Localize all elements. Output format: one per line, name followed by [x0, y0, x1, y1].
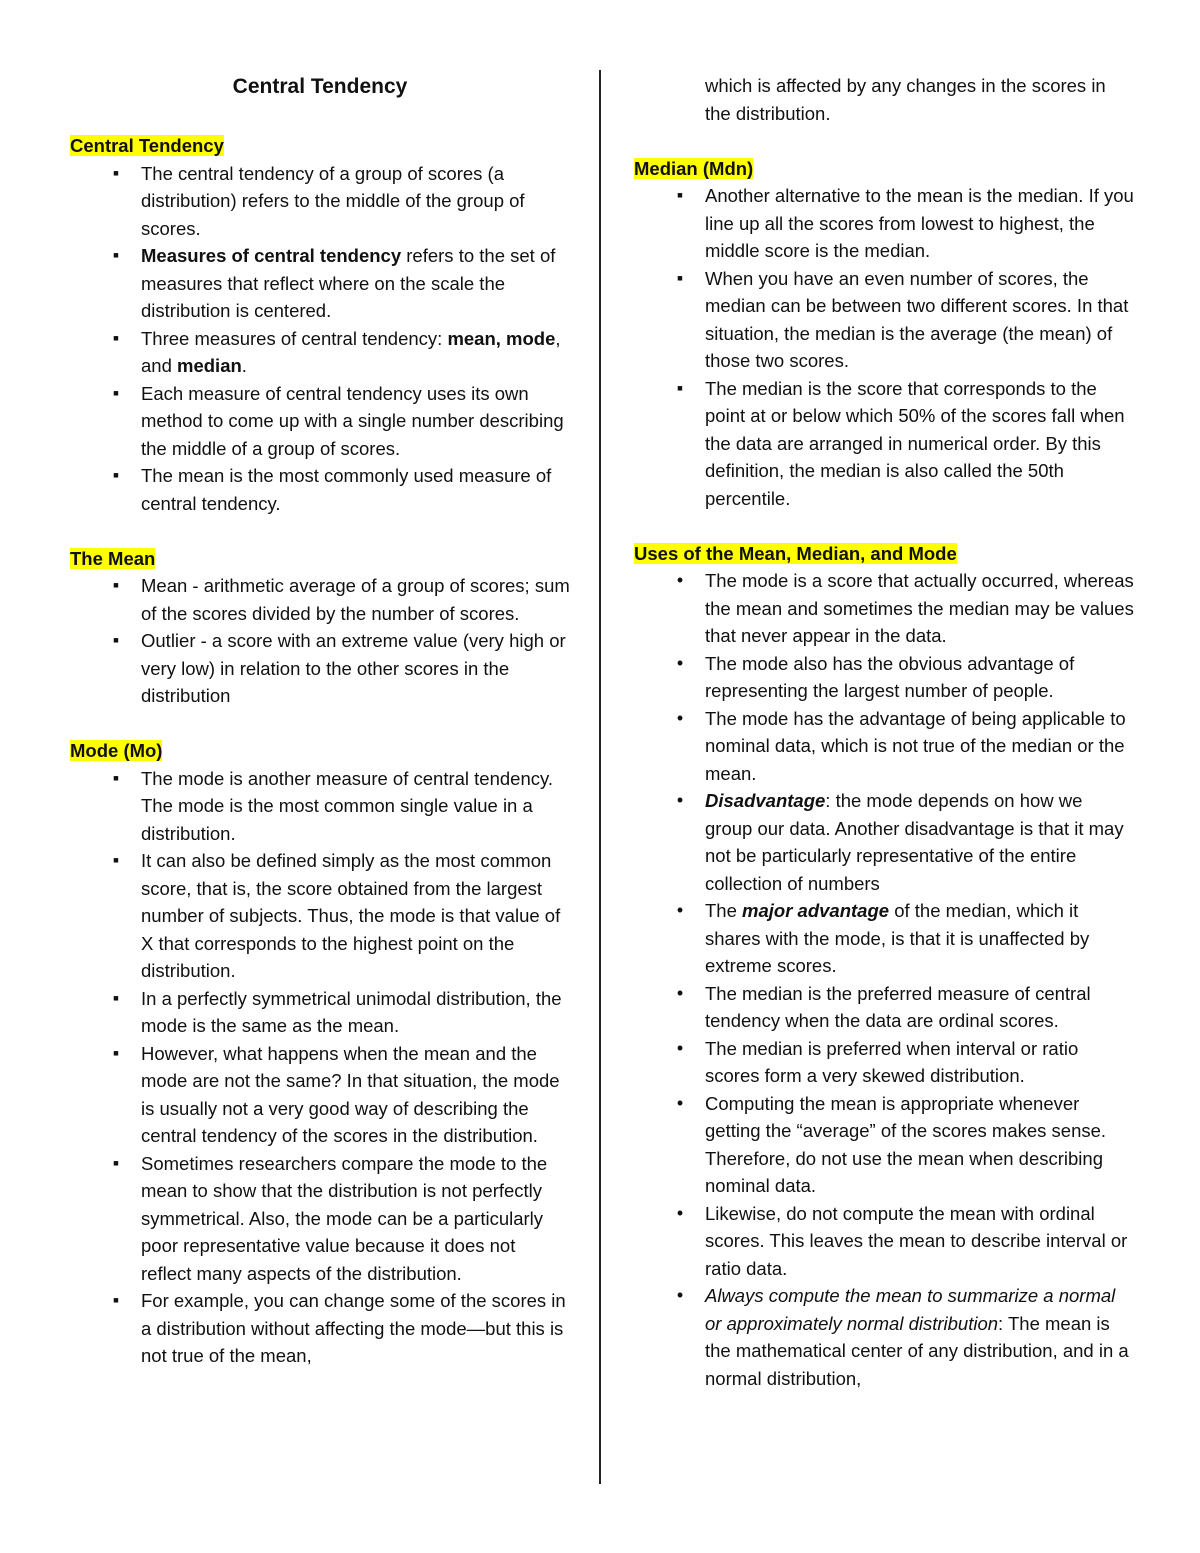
list-item: ▪ The mode is another measure of central tendency. The mode is the most common single value in a distribution. — [70, 765, 570, 848]
round-bullet-icon — [670, 980, 690, 1009]
list-item: • The major advantage of the median, which it shares with the mode, is that it is unaffected by extreme scores. — [634, 897, 1134, 980]
square-bullet-icon — [106, 1150, 126, 1179]
list-item: ▪ Mean - arithmetic average of a group of scores; sum of the scores divided by the number of scores. — [70, 572, 570, 627]
list-item: • Disadvantage: the mode depends on how we group our data. Another disadvantage is that it may not be particularly representative of the entire collection of numbers — [634, 787, 1134, 897]
list-item: • The median is preferred when interval or ratio scores form a very skewed distribution. — [634, 1035, 1134, 1090]
list-item: • The mode is a score that actually occurred, whereas the mean and sometimes the median may be values that never appear in the data. — [634, 567, 1134, 650]
list-item: • Computing the mean is appropriate whenever getting the “average” of the scores makes sense. Therefore, do not use the mean when describing nominal data. — [634, 1090, 1134, 1200]
round-bullet-icon — [670, 787, 690, 816]
the-mean-list — [70, 572, 570, 710]
square-bullet-icon — [106, 462, 126, 491]
round-bullet-icon — [670, 650, 690, 679]
list-item: ▪ In a perfectly symmetrical unimodal distribution, the mode is the same as the mean. — [70, 985, 570, 1040]
round-bullet-icon — [670, 1090, 690, 1119]
list-item: ▪ Each measure of central tendency uses its own method to come up with a single number describing the middle of a group of scores. — [70, 380, 570, 463]
continued-text: which is affected by any changes in the scores in the distribution. — [705, 75, 1106, 124]
round-bullet-icon — [670, 1035, 690, 1064]
list-item: ▪ It can also be defined simply as the most common score, that is, the score obtained from the largest number of subjects. Thus, the mode is that value of X that corresponds to the highest point on the distribution. — [70, 847, 570, 985]
list-item: ▪ Sometimes researchers compare the mode to the mean to show that the distribution is not perfectly symmetrical. Also, the mode can be a particularly poor representative value because it does not reflect many aspects of the distribution. — [70, 1150, 570, 1288]
round-bullet-icon — [670, 1200, 690, 1229]
list-item: ▪ For example, you can change some of the scores in a distribution without affecting the mode—but this is not true of the mean, — [70, 1287, 570, 1370]
section-heading-the-mean: The Mean — [70, 547, 156, 569]
square-bullet-icon — [106, 160, 126, 189]
list-item: • The median is the preferred measure of central tendency when the data are ordinal scores. — [634, 980, 1134, 1035]
page-title: Central Tendency — [232, 75, 408, 98]
list-item: ▪ When you have an even number of scores, the median can be between two different scores. In that situation, the median is the average (the mean) of those two scores. — [634, 265, 1134, 375]
list-item: • Always compute the mean to summarize a normal or approximately normal distribution: The mean is the mathematical center of any distribution, and in a normal distribution, — [634, 1282, 1134, 1392]
round-bullet-icon — [670, 1282, 690, 1311]
square-bullet-icon — [106, 242, 126, 271]
list-item: ▪ Another alternative to the mean is the median. If you line up all the scores from lowest to highest, the middle score is the median. — [634, 182, 1134, 265]
round-bullet-icon — [670, 705, 690, 734]
list-item: • The mode also has the obvious advantage of representing the largest number of people. — [634, 650, 1134, 705]
square-bullet-icon — [670, 265, 690, 294]
square-bullet-icon — [106, 985, 126, 1014]
square-bullet-icon — [106, 627, 126, 656]
list-item: ▪ Outlier - a score with an extreme value (very high or very low) in relation to the other scores in the distribution — [70, 627, 570, 710]
list-item: ▪ However, what happens when the mean and the mode are not the same? In that situation, the mode is usually not a very good way of describing the central tendency of the scores in the distribution. — [70, 1040, 570, 1150]
median-list — [634, 182, 1134, 512]
square-bullet-icon — [670, 182, 690, 211]
list-item: ▪ Three measures of central tendency: mean, mode, and median. — [70, 325, 570, 380]
list-item: ▪ The central tendency of a group of scores (a distribution) refers to the middle of the group of scores. — [70, 160, 570, 243]
list-item: • The mode has the advantage of being applicable to nominal data, which is not true of the median or the mean. — [634, 705, 1134, 788]
section-heading-central-tendency: Central Tendency — [70, 135, 224, 156]
mode-list — [70, 765, 570, 1370]
square-bullet-icon — [106, 1040, 126, 1069]
square-bullet-icon — [106, 572, 126, 601]
uses-list — [634, 567, 1134, 1392]
list-item: ▪ The median is the score that corresponds to the point at or below which 50% of the scores fall when the data are arranged in numerical order. By this definition, the median is also called the 50th percentile. — [634, 375, 1134, 513]
section-heading-mode: Mode (Mo) — [70, 740, 163, 761]
section-heading-uses: Uses of the Mean, Median, and Mode — [634, 542, 957, 564]
square-bullet-icon — [106, 765, 126, 794]
square-bullet-icon — [106, 1287, 126, 1316]
section-heading-median: Median (Mdn) — [634, 157, 754, 179]
square-bullet-icon — [106, 847, 126, 876]
square-bullet-icon — [106, 380, 126, 409]
central-tendency-list — [70, 160, 570, 518]
left-column — [70, 72, 570, 1370]
round-bullet-icon — [670, 567, 690, 596]
square-bullet-icon — [670, 375, 690, 404]
list-item: • Likewise, do not compute the mean with ordinal scores. This leaves the mean to describe interval or ratio data. — [634, 1200, 1134, 1283]
square-bullet-icon — [106, 325, 126, 354]
round-bullet-icon — [670, 897, 690, 926]
list-item: ▪ The mean is the most commonly used measure of central tendency. — [70, 462, 570, 517]
column-divider — [599, 70, 601, 1484]
right-column — [634, 72, 1134, 1392]
list-item: ▪ Measures of central tendency refers to the set of measures that reflect where on the scale the distribution is centered. — [70, 242, 570, 325]
